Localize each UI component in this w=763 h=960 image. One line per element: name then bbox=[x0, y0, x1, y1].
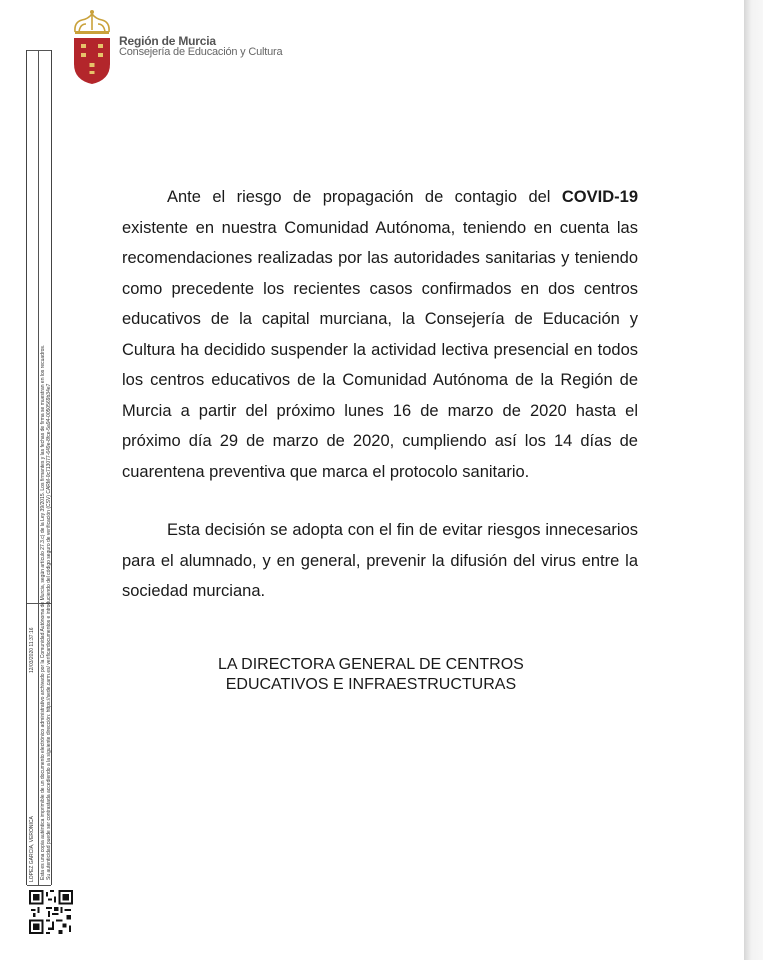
paragraph1-rest: existente en nuestra Comunidad Autónoma, teniendo en cuenta las recomendaciones realizadas por las autoridades sanitarias y teniendo como precedente los recientes casos confirmados en dos centros educativos de la capital murciana, la Consejería de Educación y Cultura ha decidido suspender la actividad lectiva presencial en todos los centros educativos de la Comunidad Autónoma de la Región de Murcia a partir del próximo lunes 16 de marzo de 2020 hasta el próximo día 29 de marzo de 2020, cumpliendo así los 14 días de cuarentena preventiva que marca el protocolo sanitario. bbox=[122, 218, 638, 481]
paragraph-rationale: Esta decisión se adopta con el fin de evitar riesgos innecesarios para el alumnado, y en general, prevenir la difusión del virus entre la sociedad murciana. bbox=[122, 521, 638, 600]
signature-block bbox=[218, 655, 524, 695]
org-name: Región de Murcia bbox=[119, 34, 216, 48]
covid-bold-term: COVID-19 bbox=[561, 188, 638, 206]
signer-name-vertical: LOPEZ GARCIA, VERONICA bbox=[29, 816, 35, 882]
org-subtitle: Consejería de Educación y Cultura bbox=[119, 46, 283, 58]
verification-strip-column-signer bbox=[27, 50, 39, 885]
page-edge-shadow bbox=[744, 0, 763, 960]
notice-body bbox=[122, 182, 638, 607]
signature-line-2: EDUCATIVOS E INFRAESTRUCTURAS bbox=[225, 676, 517, 693]
paragraph1-intro: Ante el riesgo de propagación de contagio del bbox=[167, 188, 562, 206]
legal-notice-line2-vertical: Su autenticidad puede ser contrastada accediendo a la siguiente dirección: https://sede.carm.es/ verificardocumentos e introduciendo del código seguro de verificación (CSV) CARM-0c713077-649e-8fce-5a94-0050569b34e7 bbox=[46, 383, 52, 880]
qr-code-icon bbox=[29, 890, 73, 934]
strip-divider-bottom bbox=[27, 885, 51, 886]
region-murcia-coat-of-arms-logo bbox=[70, 8, 114, 86]
strip-divider-top bbox=[27, 50, 51, 51]
signature-line-1: LA DIRECTORA GENERAL DE CENTROS bbox=[218, 656, 524, 673]
legal-notice-line1-vertical: Esta es una copia auténtica imprimible de un documento electrónico administrativo archivado por la Comunidad Autónoma de Murcia, según artículo 27.3.c) de la Ley 39/2015. Los firmantes y las fechas de firma se muestran en los recuadros. bbox=[40, 344, 46, 880]
signature-timestamp-vertical: 12/03/2020 11:37:16 bbox=[29, 627, 35, 673]
paragraph-suspension-notice bbox=[122, 182, 638, 487]
